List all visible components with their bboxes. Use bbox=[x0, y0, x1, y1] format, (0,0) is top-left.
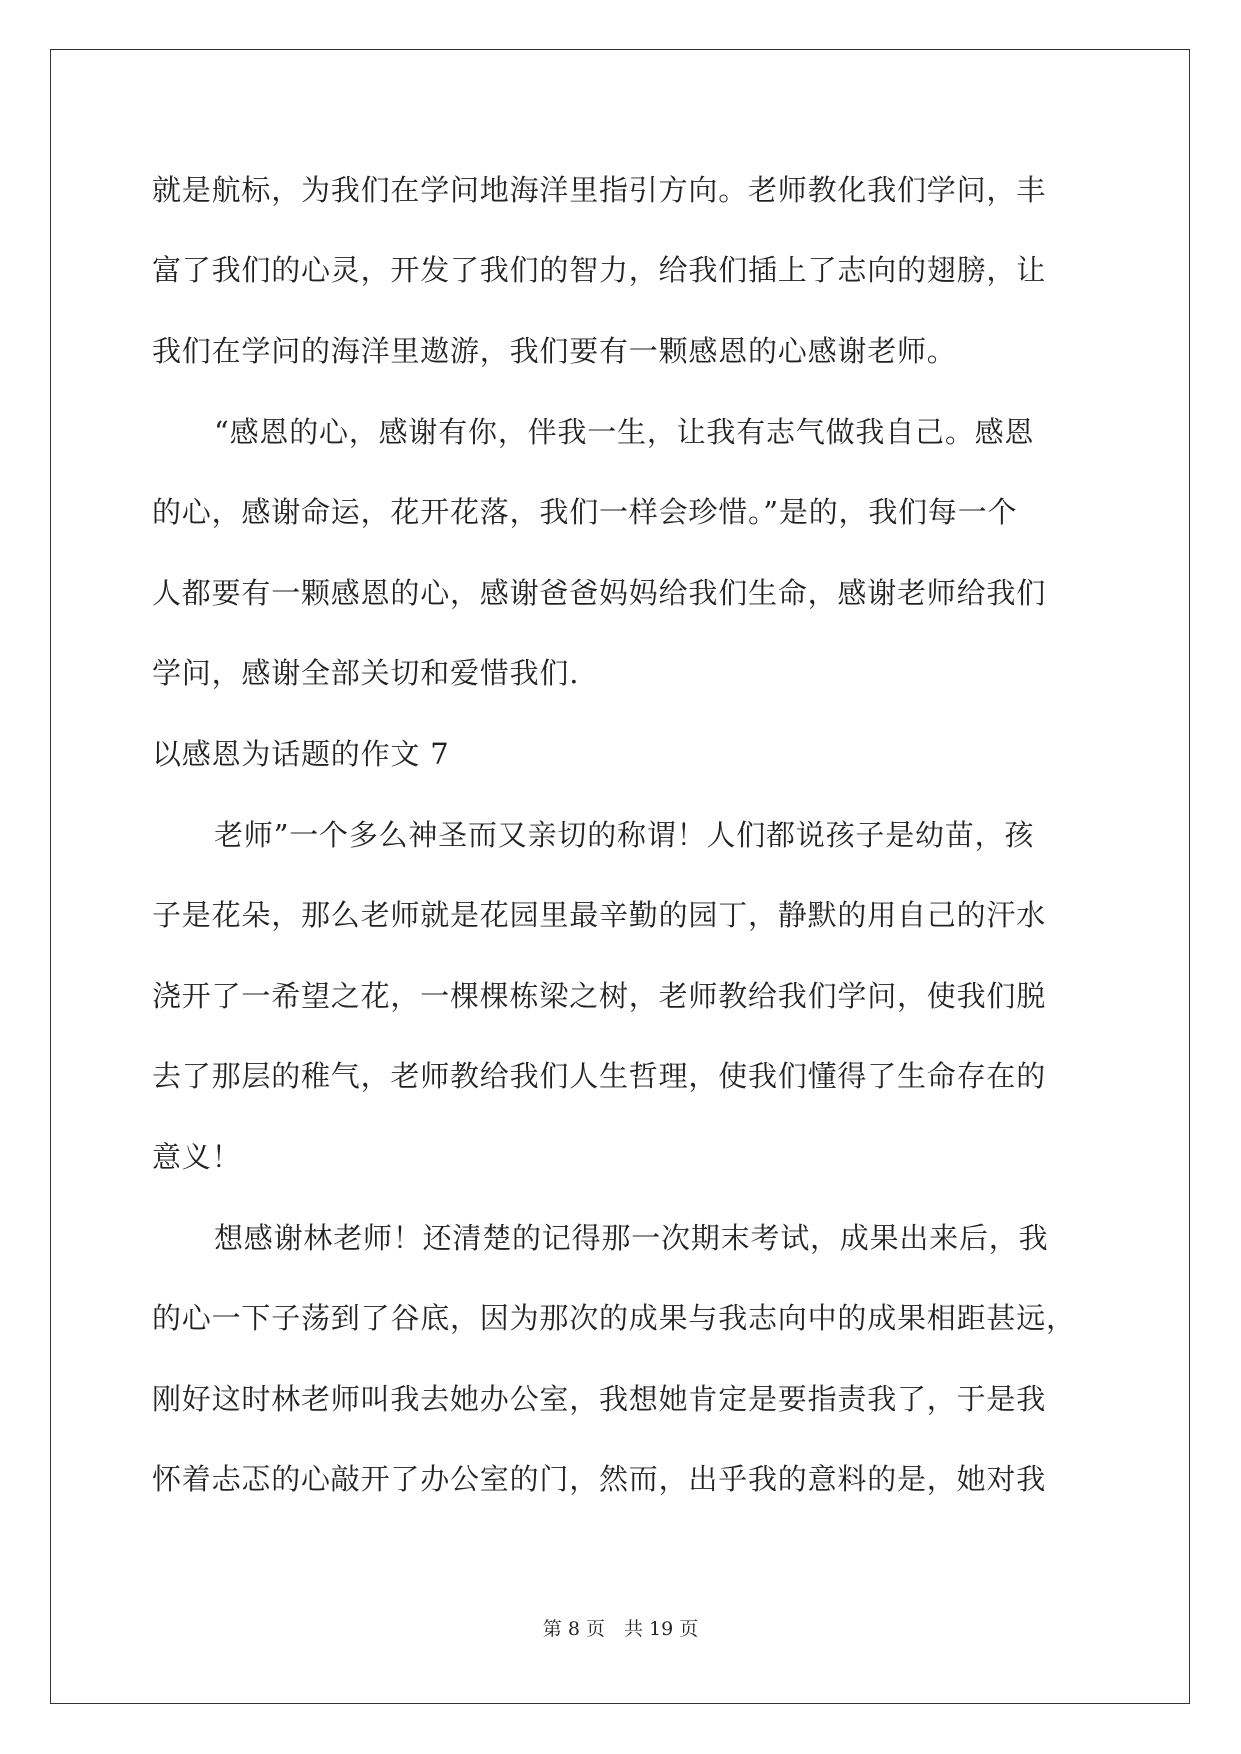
paragraph-line: 刚好这时林老师叫我去她办公室，我想她肯定是要指责我了，于是我 bbox=[152, 1382, 1047, 1416]
paragraph-line: 的心一下子荡到了谷底，因为那次的成果与我志向中的成果相距甚远， bbox=[152, 1301, 1076, 1335]
paragraph-line: 学问，感谢全部关切和爱惜我们. bbox=[152, 656, 580, 690]
page-border bbox=[50, 49, 1190, 1704]
paragraph-line: 就是航标，为我们在学问地海洋里指引方向。老师教化我们学问，丰 bbox=[152, 173, 1047, 207]
paragraph-line: 浇开了一希望之花，一棵棵栋梁之树，老师教给我们学问，使我们脱 bbox=[152, 979, 1047, 1013]
paragraph-line: 人都要有一颗感恩的心，感谢爸爸妈妈给我们生命，感谢老师给我们 bbox=[152, 576, 1047, 610]
paragraph-line: 老师”一个多么神圣而又亲切的称谓！人们都说孩子是幼苗，孩 bbox=[214, 818, 1035, 852]
paragraph-line: “感恩的心，感谢有你，伴我一生，让我有志气做我自己。感恩 bbox=[214, 415, 1035, 449]
paragraph-line: 我们在学问的海洋里遨游，我们要有一颗感恩的心感谢老师。 bbox=[152, 334, 957, 368]
page-footer bbox=[0, 1617, 1241, 1641]
paragraph-line: 意义！ bbox=[152, 1140, 242, 1174]
section-heading: 以感恩为话题的作文 7 bbox=[152, 737, 450, 771]
paragraph-line: 去了那层的稚气，老师教给我们人生哲理，使我们懂得了生命存在的 bbox=[152, 1059, 1047, 1093]
page-number: 第 8 页 共 19 页 bbox=[542, 1618, 699, 1640]
paragraph-line: 子是花朵，那么老师就是花园里最辛勤的园丁，静默的用自己的汗水 bbox=[152, 898, 1047, 932]
paragraph-line: 想感谢林老师！还清楚的记得那一次期末考试，成果出来后，我 bbox=[214, 1221, 1049, 1255]
paragraph-line: 的心，感谢命运，花开花落，我们一样会珍惜。”是的，我们每一个 bbox=[152, 495, 1018, 529]
paragraph-line: 富了我们的心灵，开发了我们的智力，给我们插上了志向的翅膀，让 bbox=[152, 253, 1047, 287]
paragraph-line: 怀着忐忑的心敲开了办公室的门，然而，出乎我的意料的是，她对我 bbox=[152, 1462, 1047, 1496]
